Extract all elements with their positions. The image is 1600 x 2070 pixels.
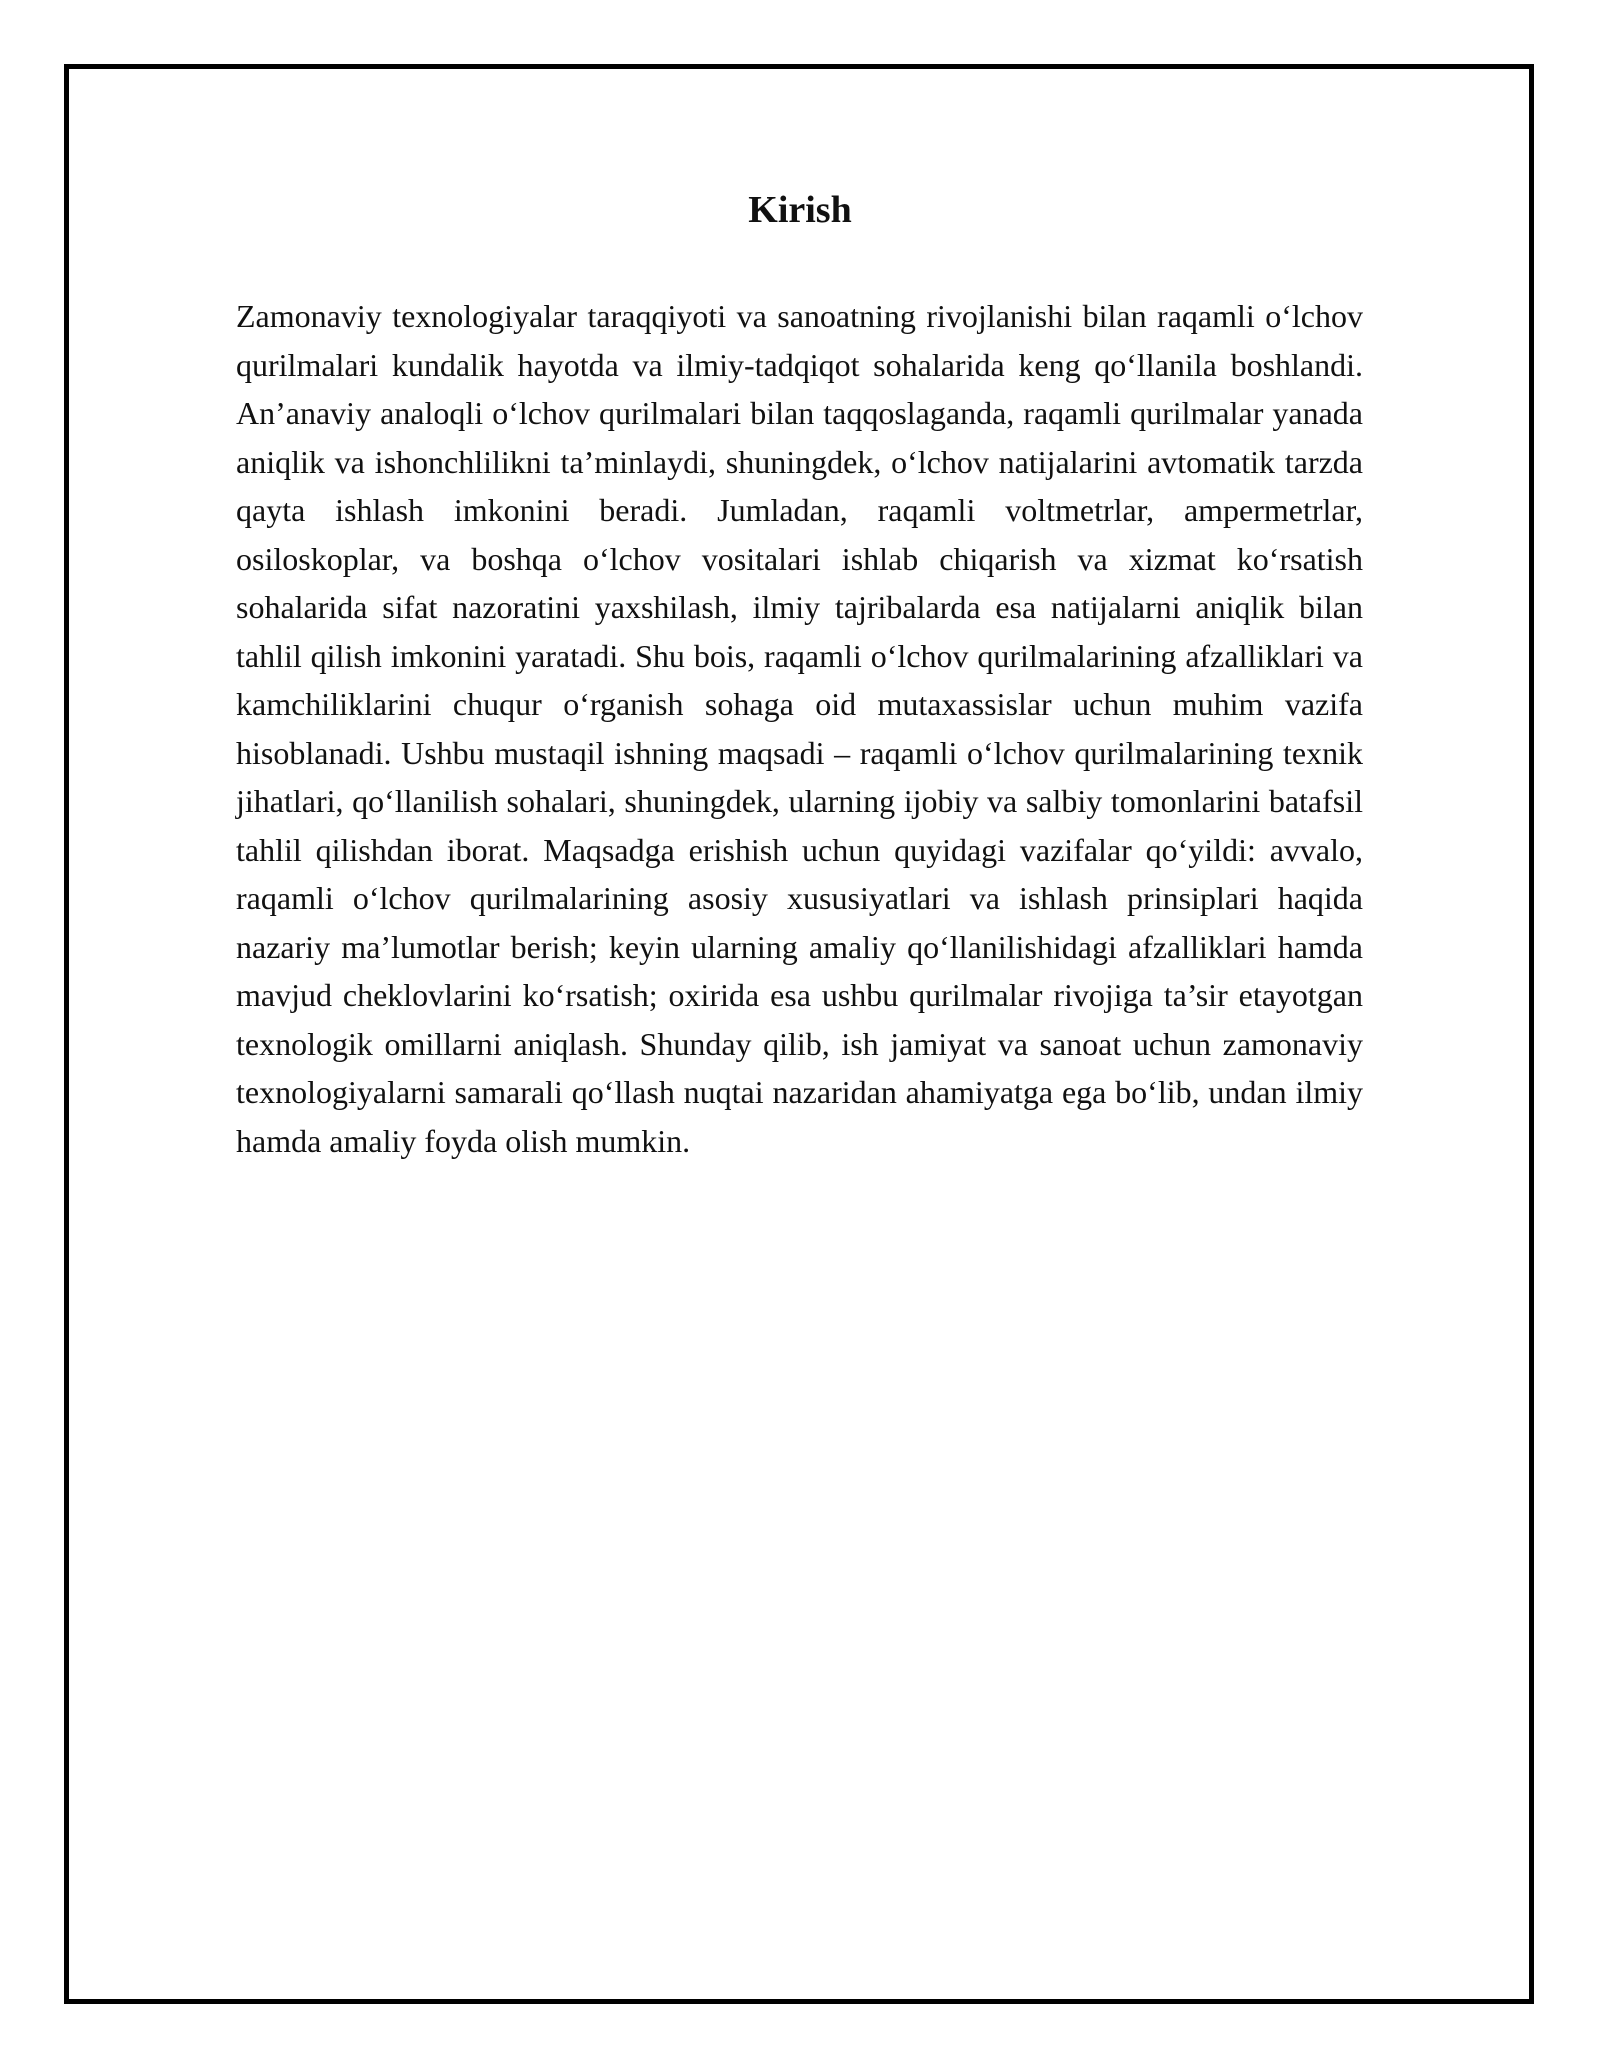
body-paragraph: Zamonaviy texnologiyalar taraqqiyoti va sanoatning rivojlanishi bilan raqamli o‘lchov qurilmalari kundalik hayotda va ilmiy-tadqiqot sohalarida keng qo‘llanila boshlandi. An’anaviy analoqli o‘lchov qurilmalari bilan taqqoslaganda, raqamli qurilmalar yanada aniqlik va ishonchlilikni ta’minlaydi, shuningdek, o‘lchov natijalarini avtomatik tarzda qayta ishlash imkonini beradi. Jumladan, raqamli voltmetrlar, ampermetrlar, osiloskoplar, va boshqa o‘lchov vositalari ishlab chiqarish va xizmat ko‘rsatish sohalarida sifat nazoratini yaxshilash, ilmiy tajribalarda esa natijalarni aniqlik bilan tahlil qilish imkonini yaratadi. Shu bois, raqamli o‘lchov qurilmalarining afzalliklari va kamchiliklarini chuqur o‘rganish sohaga oid mutaxassislar uchun muhim vazifa hisoblanadi. Ushbu mustaqil ishning maqsadi – raqamli o‘lchov qurilmalarining texnik jihatlari, qo‘llanilish sohalari, shuningdek, ularning ijobiy va salbiy tomonlarini batafsil tahlil qilishdan iborat. Maqsadga erishish uchun quyidagi vazifalar qo‘yildi: avvalo, raqamli o‘lchov qurilmalarining asosiy xususiyatlari va ishlash prinsiplari haqida nazariy ma’lumotlar berish; keyin ularning amaliy qo‘llanilishidagi afzalliklari hamda mavjud cheklovlarini ko‘rsatish; oxirida esa ushbu qurilmalar rivojiga ta’sir etayotgan texnologik omillarni aniqlash. Shunday qilib, ish jamiyat va sanoat uchun zamonaviy texnologiyalarni samarali qo‘llash nuqtai nazaridan ahamiyatga ega bo‘lib, undan ilmiy hamda amaliy foyda olish mumkin. bbox=[236, 298, 1363, 1159]
page-title: Kirish bbox=[748, 189, 852, 231]
